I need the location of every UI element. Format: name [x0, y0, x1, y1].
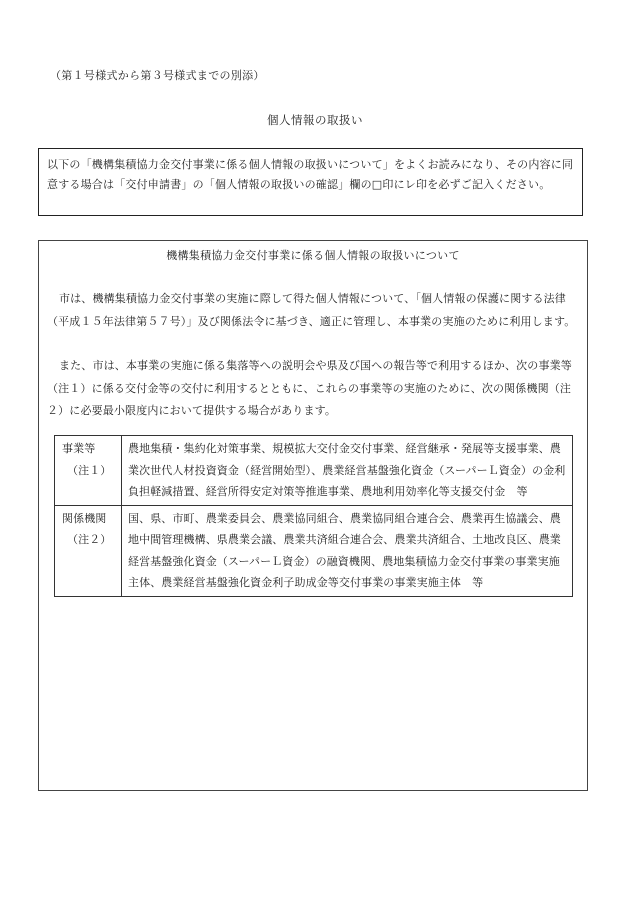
projects-note: （注１）	[67, 463, 112, 477]
organizations-content: 国、県、市町、農業委員会、農業協同組合、農業協同組合連合会、農業再生協議会、農地中間管理機構、県農業会議、農業共済組合連合会、農業共済組合、土地改良区、農業経営基盤強化資金（スーパーＬ資金）の融資機関、農地集積協力金交付事業の事業実施主体、農業経営基盤強化資金利子助成金等交付事業の事業実施主体 等	[122, 505, 573, 596]
organizations-label: 関係機関	[62, 511, 107, 525]
attachment-note: （第１号様式から第３号様式までの別添）	[50, 69, 265, 82]
policy-paragraph-1: 市は、機構集積協力金交付事業の実施に際して得た個人情報について、「個人情報の保護に関する法律（平成１５年法律第５７号）」及び関係法令に基づき、適正に管理し、本事業の実施のために利用します。	[47, 292, 576, 328]
projects-label: 事業等	[62, 442, 96, 455]
organizations-label-cell	[55, 505, 122, 596]
table-row-projects	[55, 436, 573, 506]
document-title: 個人情報の取扱い	[267, 113, 363, 127]
consent-notice-box	[38, 148, 583, 216]
consent-notice-text: 以下の「機構集積協力金交付事業に係る個人情報の取扱いについて」をよくお読みになり、その内容に同意する場合は「交付申請書」の「個人情報の取扱いの確認」欄の□印にレ印を必ずご記入ください。	[47, 158, 574, 191]
policy-paragraph-2: また、市は、本事業の実施に係る集落等への説明会や県及び国への報告等で利用するほか、次の事業等（注１）に係る交付金等の交付に利用するとともに、これらの事業等の実施のために、次の関係機関（注２）に必要最小限度内において提供する場合があります。	[47, 359, 572, 417]
projects-content: 農地集積・集約化対策事業、規模拡大交付金交付事業、経営継承・発展等支援事業、農業次世代人材投資資金（経営開始型）、農業経営基盤強化資金（スーパーＬ資金）の金利負担軽減措置、経営所得安定対策等推進事業、農地利用効率化等支援交付金 等	[122, 436, 573, 506]
table-row-organizations	[55, 505, 573, 596]
policy-title: 機構集積協力金交付事業に係る個人情報の取扱いについて	[166, 249, 460, 262]
projects-label-cell	[55, 436, 122, 506]
organizations-note: （注２）	[67, 533, 112, 546]
scope-table	[54, 435, 573, 597]
policy-section	[38, 240, 588, 791]
